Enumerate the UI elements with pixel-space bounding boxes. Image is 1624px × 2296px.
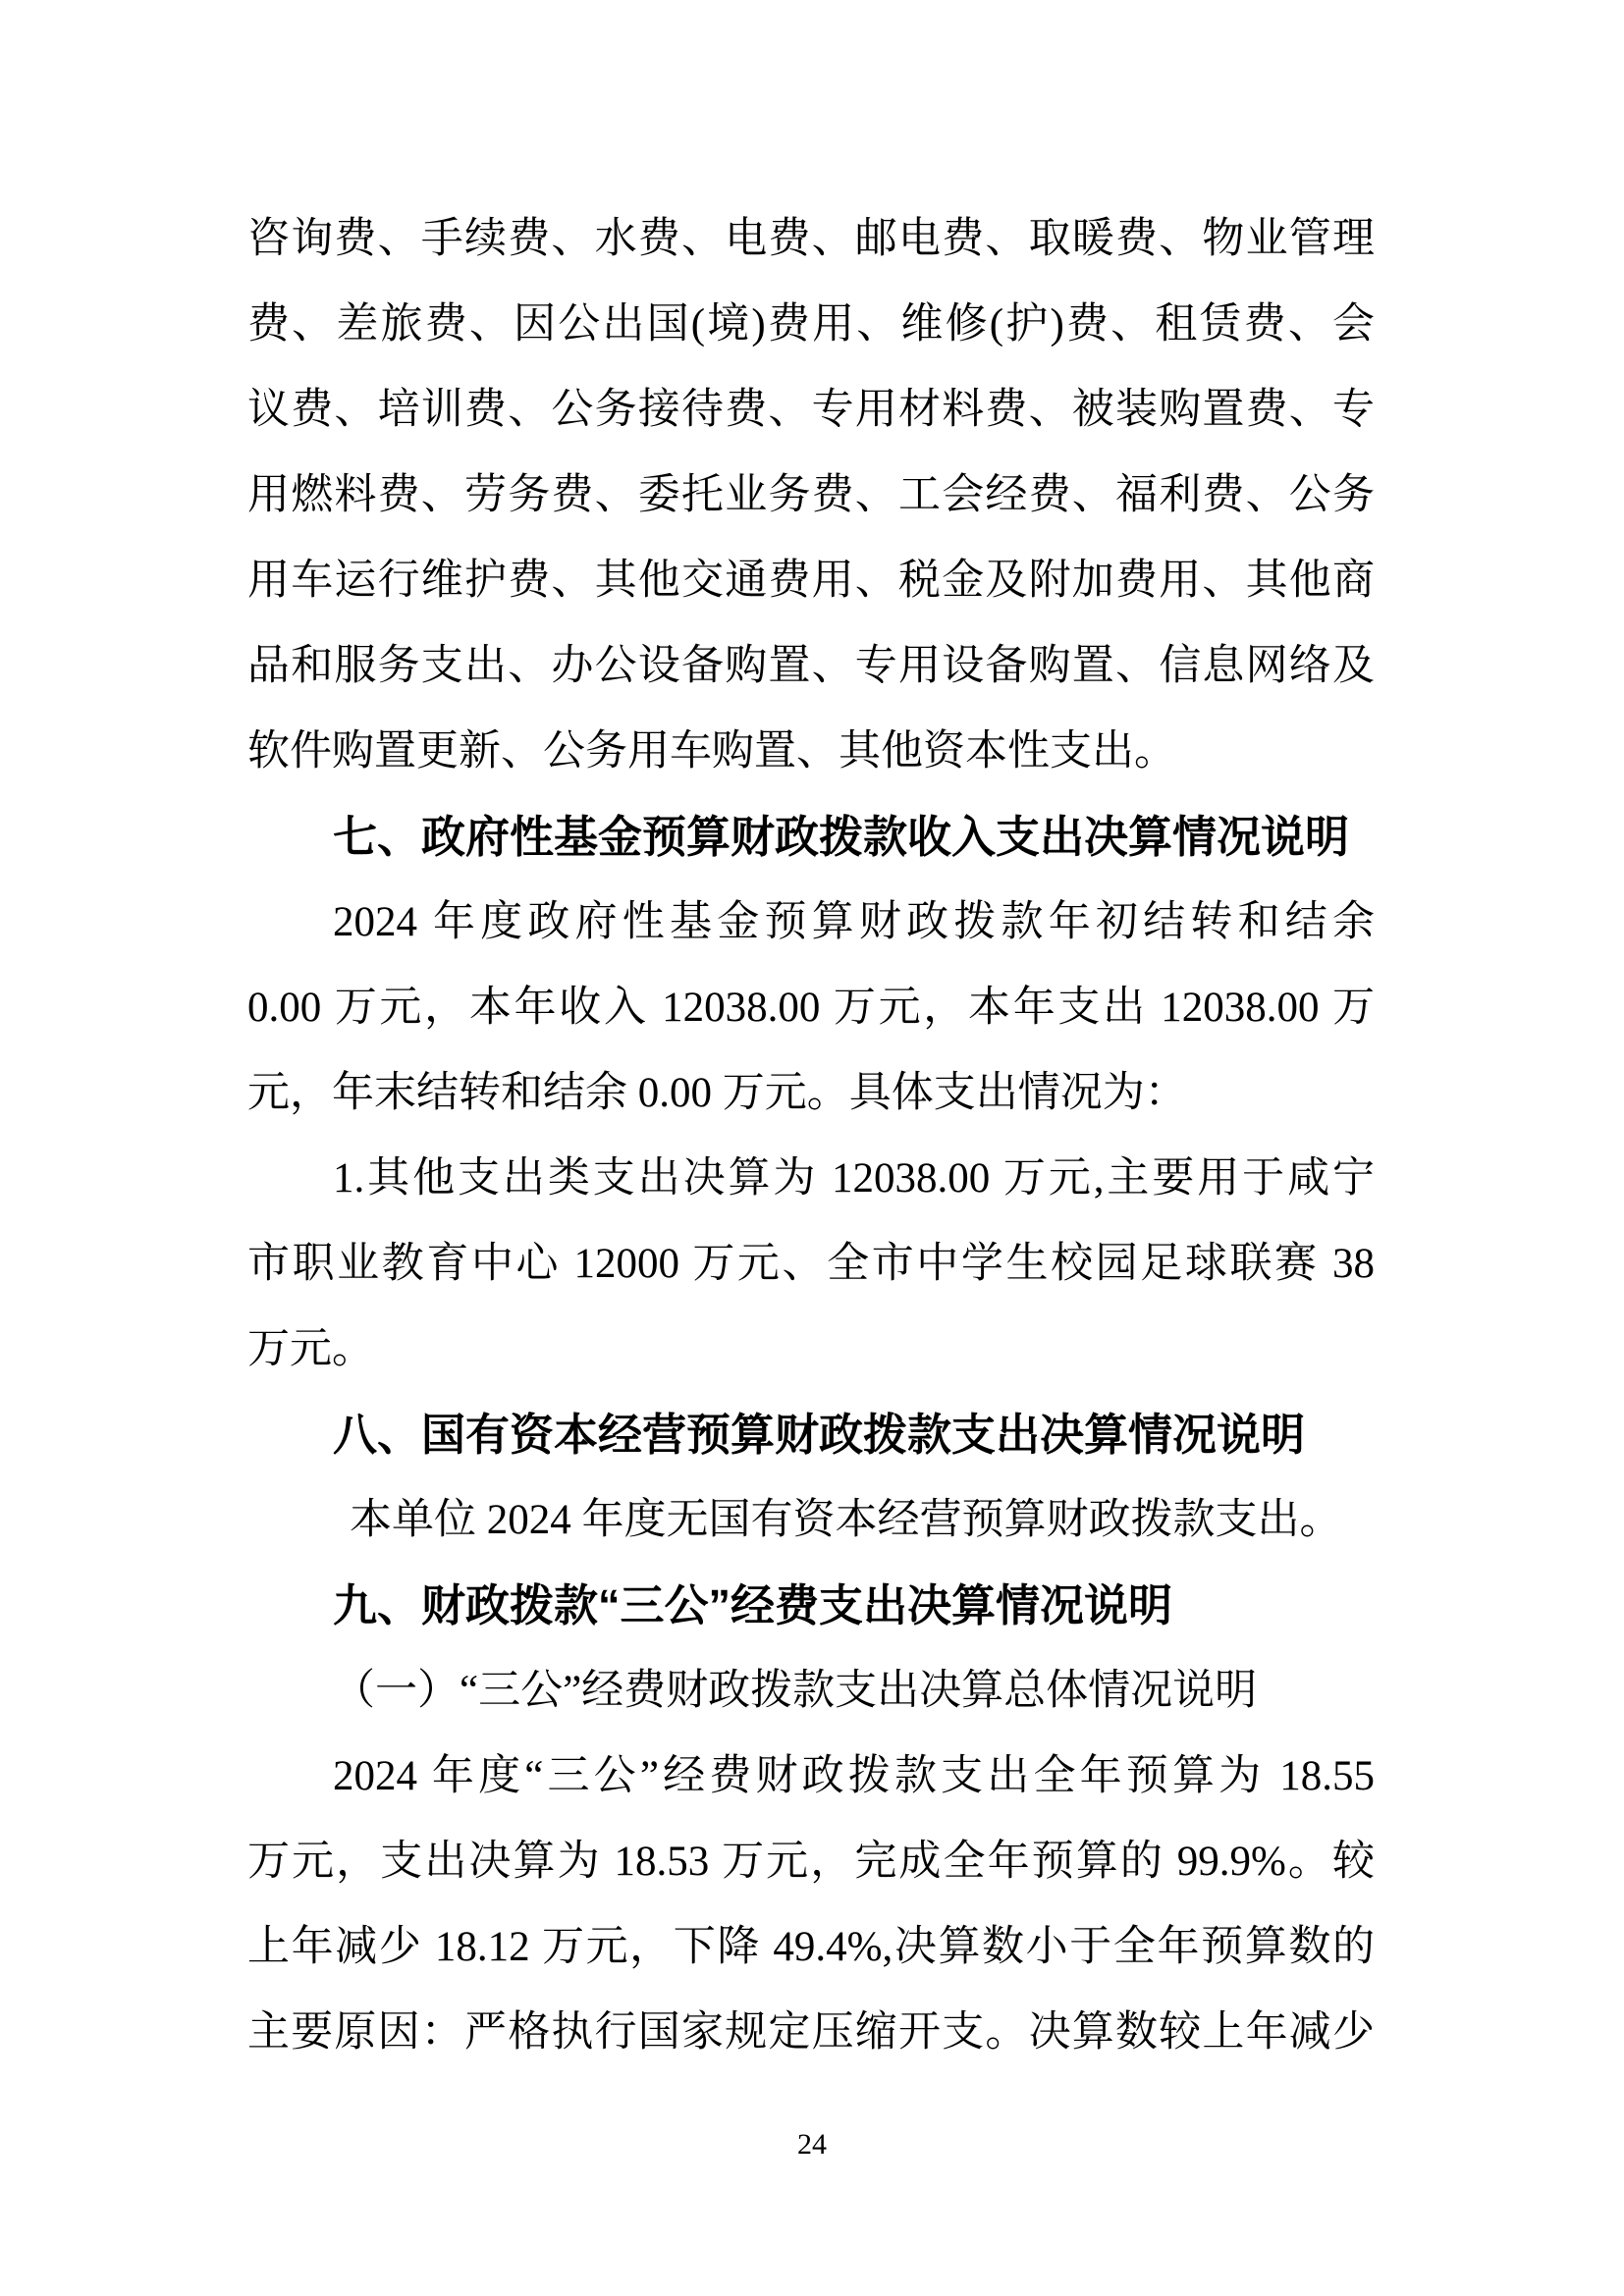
heading-section-7: 七、政府性基金预算财政拨款收入支出决算情况说明 bbox=[333, 812, 1350, 862]
body-text-line: 2024 年度“三公”经费财政拨款支出全年预算为 18.55 bbox=[333, 1753, 1375, 1799]
heading-section-9: 九、财政拨款“三公”经费支出决算情况说明 bbox=[333, 1580, 1173, 1630]
heading-section-8: 八、国有资本经营预算财政拨款支出决算情况说明 bbox=[333, 1410, 1306, 1460]
page-footer bbox=[0, 2128, 1624, 2162]
body-text-line: 品和服务支出、办公设备购置、专用设备购置、信息网络及 bbox=[247, 643, 1375, 689]
body-text-line: 上年减少 18.12 万元，下降 49.4%,决算数小于全年预算数的 bbox=[247, 1924, 1375, 1970]
body-text-line: 咨询费、手续费、水费、电费、邮电费、取暖费、物业管理 bbox=[247, 216, 1375, 262]
body-text-line: 软件购置更新、公务用车购置、其他资本性支出。 bbox=[247, 728, 1176, 774]
body-text-line: 1.其他支出类支出决算为 12038.00 万元,主要用于咸宁 bbox=[333, 1155, 1375, 1201]
body-text-line: 用车运行维护费、其他交通费用、税金及附加费用、其他商 bbox=[247, 558, 1375, 604]
body-text-line: 议费、培训费、公务接待费、专用材料费、被装购置费、专 bbox=[247, 387, 1375, 433]
body-text-line: 用燃料费、劳务费、委托业务费、工会经费、福利费、公务 bbox=[247, 472, 1375, 518]
body-text-line: 万元。 bbox=[247, 1326, 374, 1372]
body-text-line: 市职业教育中心 12000 万元、全市中学生校园足球联赛 38 bbox=[247, 1241, 1375, 1287]
body-text-line: 2024 年度政府性基金预算财政拨款年初结转和结余 bbox=[333, 899, 1375, 945]
body-text-line: 万元，支出决算为 18.53 万元，完成全年预算的 99.9%。较 bbox=[247, 1839, 1375, 1885]
body-text-line: 0.00 万元，本年收入 12038.00 万元，本年支出 12038.00 万 bbox=[247, 985, 1375, 1031]
body-text-line: 本单位 2024 年度无国有资本经营预算财政拨款支出。 bbox=[350, 1497, 1342, 1543]
document-text-block bbox=[247, 196, 1375, 2075]
body-text-line: 元，年末结转和结余 0.00 万元。具体支出情况为： bbox=[247, 1070, 1187, 1116]
page-number: 24 bbox=[797, 2128, 827, 2161]
subheading-section-9-1: （一）“三公”经费财政拨款支出决算总体情况说明 bbox=[333, 1668, 1258, 1714]
body-text-line: 主要原因：严格执行国家规定压缩开支。决算数较上年减少 bbox=[247, 2009, 1375, 2056]
body-text-line: 费、差旅费、因公出国(境)费用、维修(护)费、租赁费、会 bbox=[247, 301, 1375, 347]
